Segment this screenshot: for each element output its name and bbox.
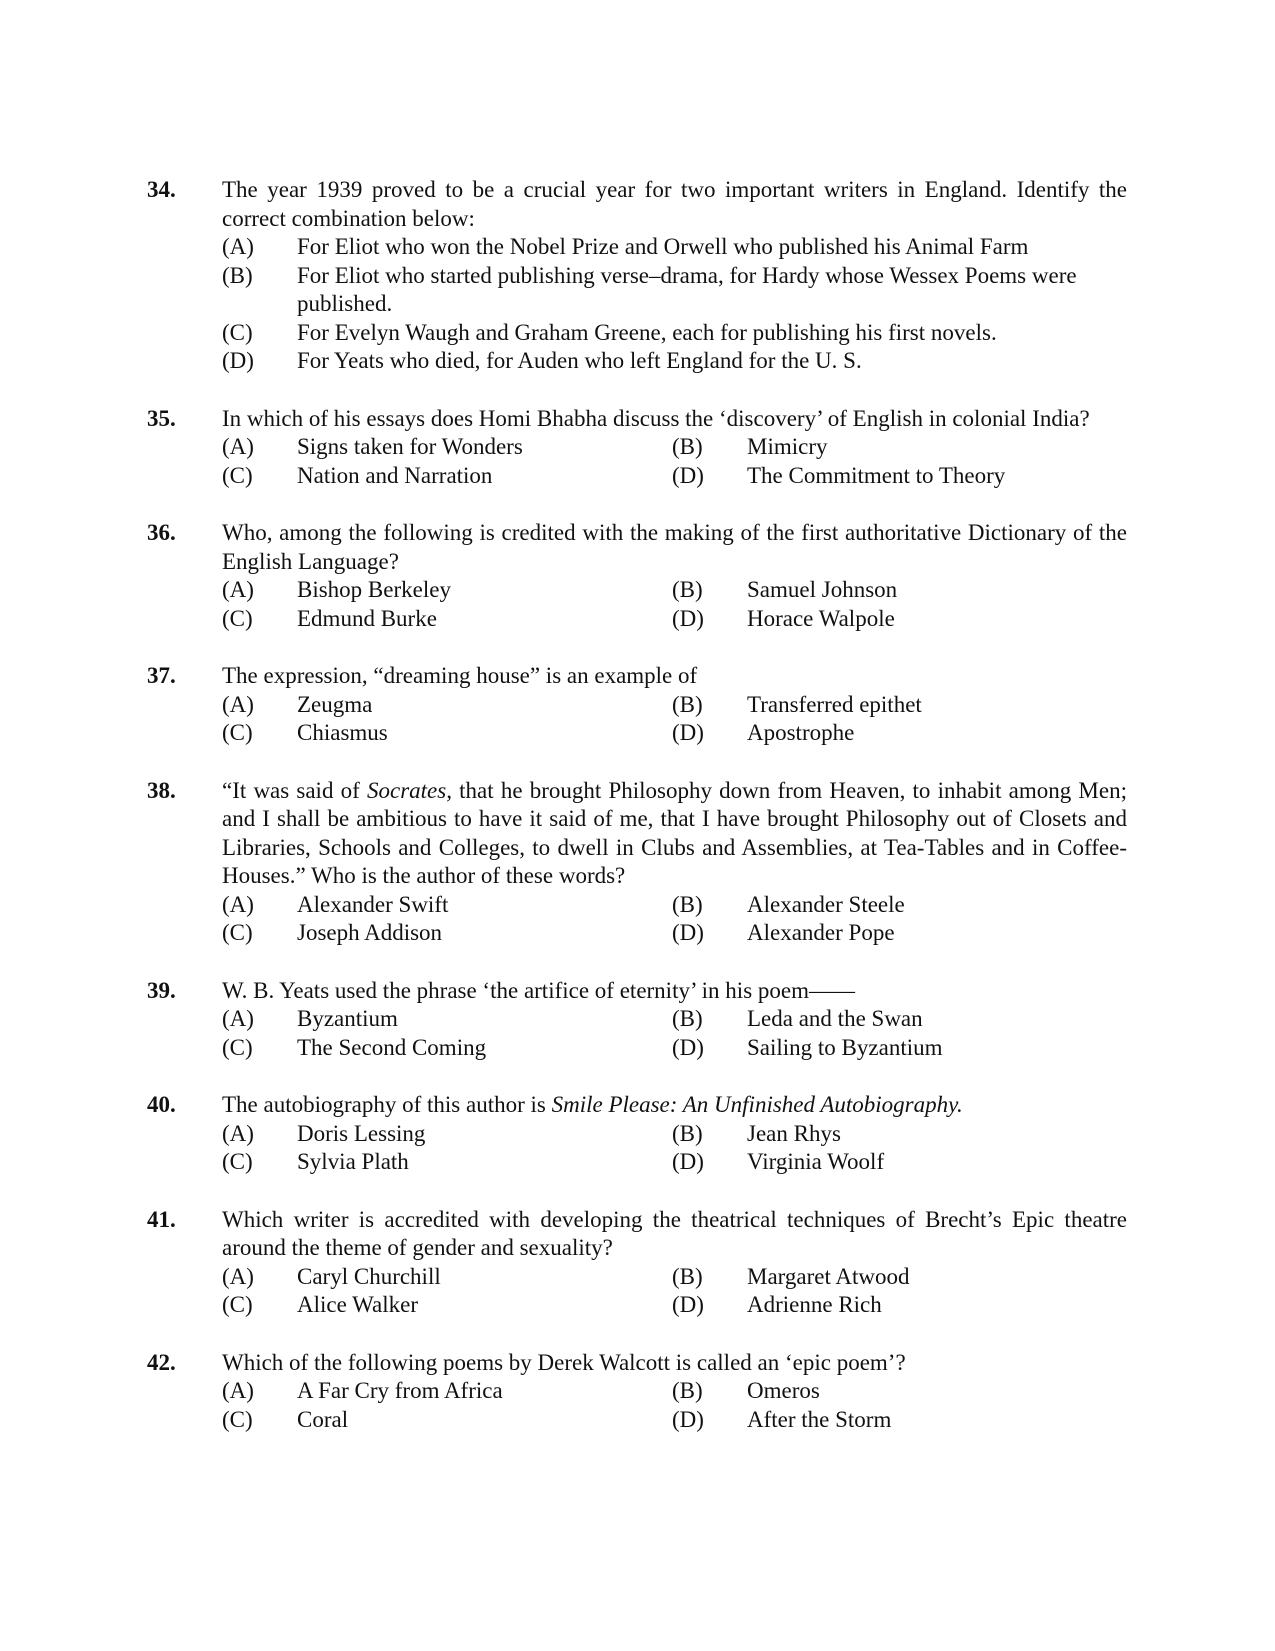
option-text: Alice Walker	[297, 1292, 418, 1317]
option-a	[222, 691, 672, 720]
option-label: (B)	[672, 1006, 703, 1031]
option-d	[672, 1291, 1122, 1320]
option-a	[222, 1005, 672, 1034]
option-label: (A)	[222, 234, 254, 259]
option-a	[222, 1377, 672, 1406]
option-text: Margaret Atwood	[747, 1263, 910, 1289]
option-b	[672, 576, 1122, 605]
option-b	[672, 1005, 1122, 1034]
option-text: Jean Rhys	[747, 1120, 841, 1146]
option-a	[222, 233, 1127, 262]
option-label: (C)	[222, 1034, 253, 1060]
option-label: (C)	[222, 1292, 253, 1317]
question-stem: The expression, “dreaming house” is an example of	[222, 663, 698, 688]
option-label: (C)	[222, 920, 253, 945]
option-text: The Second Coming	[297, 1034, 487, 1060]
option-list	[222, 233, 1127, 376]
option-grid	[222, 576, 1127, 633]
option-label: (D)	[672, 920, 704, 945]
option-d	[222, 347, 1127, 376]
option-d	[672, 1034, 1122, 1063]
option-grid	[222, 691, 1127, 748]
option-label: (A)	[222, 577, 254, 602]
option-text: Transferred epithet	[747, 691, 922, 717]
question-number: 42.	[147, 1349, 176, 1375]
option-c	[222, 1034, 672, 1063]
option-label: (A)	[222, 1006, 254, 1031]
option-text: Leda and the Swan	[747, 1006, 923, 1031]
option-text: Byzantium	[297, 1006, 398, 1031]
option-text: Bishop Berkeley	[297, 577, 451, 602]
question-number: 37.	[147, 663, 176, 688]
option-text: Alexander Swift	[297, 891, 449, 917]
option-text: Apostrophe	[747, 720, 855, 745]
option-b	[672, 691, 1122, 720]
option-text: Horace Walpole	[747, 605, 895, 631]
option-d	[672, 1148, 1122, 1177]
option-b	[672, 1377, 1122, 1406]
stem-text: “It was said of	[222, 777, 367, 803]
option-text: Sailing to Byzantium	[747, 1034, 943, 1060]
option-c	[222, 1291, 672, 1320]
option-label: (D)	[672, 1292, 704, 1317]
question-number: 40.	[147, 1092, 176, 1117]
option-text: Alexander Steele	[747, 891, 905, 917]
option-label: (B)	[672, 434, 703, 459]
option-text: Edmund Burke	[297, 605, 437, 631]
option-text: Signs taken for Wonders	[297, 434, 523, 459]
question-37	[147, 662, 1127, 748]
option-label: (B)	[672, 691, 703, 717]
option-text: Caryl Churchill	[297, 1263, 441, 1289]
question-38	[147, 777, 1127, 948]
option-b	[672, 891, 1122, 920]
option-label: (D)	[672, 605, 704, 631]
option-label: (C)	[222, 319, 253, 345]
option-text: A Far Cry from Africa	[297, 1378, 503, 1403]
option-label: (B)	[672, 1378, 703, 1403]
option-b	[672, 433, 1122, 462]
option-text: Nation and Narration	[297, 462, 493, 488]
question-stem: Which writer is accredited with developing the theatrical techniques of Brecht’s Epic theatre around the theme of gender and sexuality?	[222, 1206, 1127, 1260]
option-label: (A)	[222, 891, 254, 917]
option-text: Joseph Addison	[297, 920, 443, 945]
option-a	[222, 433, 672, 462]
question-stem: In which of his essays does Homi Bhabha discuss the ‘discovery’ of English in colonial India?	[222, 405, 1090, 431]
option-c	[222, 1148, 672, 1177]
option-label: (B)	[222, 262, 253, 288]
question-number: 41.	[147, 1206, 176, 1232]
question-stem: Which of the following poems by Derek Walcott is called an ‘epic poem’?	[222, 1349, 906, 1375]
option-c	[222, 605, 672, 634]
stem-italic-text: Smile Please: An Unfinished Autobiography.	[551, 1092, 963, 1117]
option-c	[222, 719, 672, 748]
option-text: After the Storm	[747, 1406, 892, 1432]
option-label: (B)	[672, 1120, 703, 1146]
option-c	[222, 919, 672, 948]
option-text: Mimicry	[747, 434, 828, 459]
option-text: For Evelyn Waugh and Graham Greene, each for publishing his first novels.	[297, 319, 997, 345]
option-label: (D)	[672, 1149, 704, 1174]
question-stem: The year 1939 proved to be a crucial year for two important writers in England. Identify the correct combination below:	[222, 177, 1127, 231]
question-39	[147, 977, 1127, 1063]
option-label: (D)	[672, 1406, 704, 1432]
option-label: (C)	[222, 1406, 253, 1432]
option-grid	[222, 433, 1127, 490]
option-text: Coral	[297, 1406, 349, 1432]
option-label: (A)	[222, 1378, 254, 1403]
stem-italic-text: Socrates,	[366, 777, 452, 803]
option-label: (C)	[222, 1149, 253, 1174]
option-a	[222, 1263, 672, 1292]
option-d	[672, 605, 1122, 634]
stem-text: that he brought Philosophy down from Heaven, to inhabit among Men; and I shall be ambitious to have it said of me, that I have brought Philosophy out of Closets and Libraries, Schools and Colleges, to dwell in Clubs and Assemblies, at Tea-Tables and in Coffee-Houses.” Who is the author of these words?	[222, 777, 1127, 888]
option-b	[672, 1120, 1122, 1149]
option-text: For Eliot who won the Nobel Prize and Orwell who published his Animal Farm	[297, 234, 1029, 259]
option-label: (C)	[222, 605, 253, 631]
option-grid	[222, 891, 1127, 948]
question-40	[147, 1091, 1127, 1177]
stem-text: The autobiography of this author is	[222, 1092, 552, 1117]
option-label: (B)	[672, 577, 703, 602]
question-stem: W. B. Yeats used the phrase ‘the artifice of eternity’ in his poem——	[222, 977, 855, 1003]
question-41	[147, 1206, 1127, 1320]
option-grid	[222, 1377, 1127, 1434]
option-b	[672, 1263, 1122, 1292]
option-label: (A)	[222, 434, 254, 459]
option-d	[672, 919, 1122, 948]
option-grid	[222, 1005, 1127, 1062]
option-d	[672, 719, 1122, 748]
question-stem	[222, 777, 1127, 891]
question-stem: Who, among the following is credited with the making of the first authoritative Dictionary of the English Language?	[222, 520, 1127, 574]
option-label: (B)	[672, 891, 703, 917]
option-label: (A)	[222, 691, 254, 717]
option-d	[672, 462, 1122, 491]
option-b	[222, 262, 1127, 319]
option-a	[222, 1120, 672, 1149]
option-label: (A)	[222, 1263, 254, 1289]
option-text: For Eliot who started publishing verse–drama, for Hardy whose Wessex Poems were published.	[297, 262, 1077, 316]
question-page	[147, 176, 1127, 1463]
option-text: Sylvia Plath	[297, 1149, 409, 1174]
option-a	[222, 891, 672, 920]
option-label: (B)	[672, 1263, 703, 1289]
option-text: Adrienne Rich	[747, 1292, 882, 1317]
option-d	[672, 1406, 1122, 1435]
option-text: Zeugma	[297, 691, 373, 717]
option-label: (C)	[222, 462, 253, 488]
question-number: 36.	[147, 520, 176, 545]
question-number: 38.	[147, 777, 176, 803]
question-number: 35.	[147, 405, 176, 431]
option-label: (D)	[672, 1034, 704, 1060]
option-grid	[222, 1263, 1127, 1320]
option-c	[222, 1406, 672, 1435]
question-42	[147, 1349, 1127, 1435]
option-text: Omeros	[747, 1378, 820, 1403]
option-text: Samuel Johnson	[747, 577, 898, 602]
option-c	[222, 462, 672, 491]
question-number: 34.	[147, 177, 176, 202]
question-34	[147, 176, 1127, 376]
option-c	[222, 319, 1127, 348]
option-text: Virginia Woolf	[747, 1149, 885, 1174]
question-number: 39.	[147, 977, 176, 1003]
option-text: Doris Lessing	[297, 1120, 426, 1146]
option-label: (D)	[222, 348, 254, 373]
option-label: (D)	[672, 720, 704, 745]
question-35	[147, 405, 1127, 491]
question-stem	[222, 1091, 1127, 1120]
option-text: Chiasmus	[297, 720, 388, 745]
option-grid	[222, 1120, 1127, 1177]
option-a	[222, 576, 672, 605]
option-label: (A)	[222, 1120, 254, 1146]
option-text: Alexander Pope	[747, 920, 895, 945]
question-36	[147, 519, 1127, 633]
option-label: (D)	[672, 462, 704, 488]
option-text: For Yeats who died, for Auden who left England for the U. S.	[297, 348, 862, 373]
option-label: (C)	[222, 720, 253, 745]
option-text: The Commitment to Theory	[747, 462, 1006, 488]
